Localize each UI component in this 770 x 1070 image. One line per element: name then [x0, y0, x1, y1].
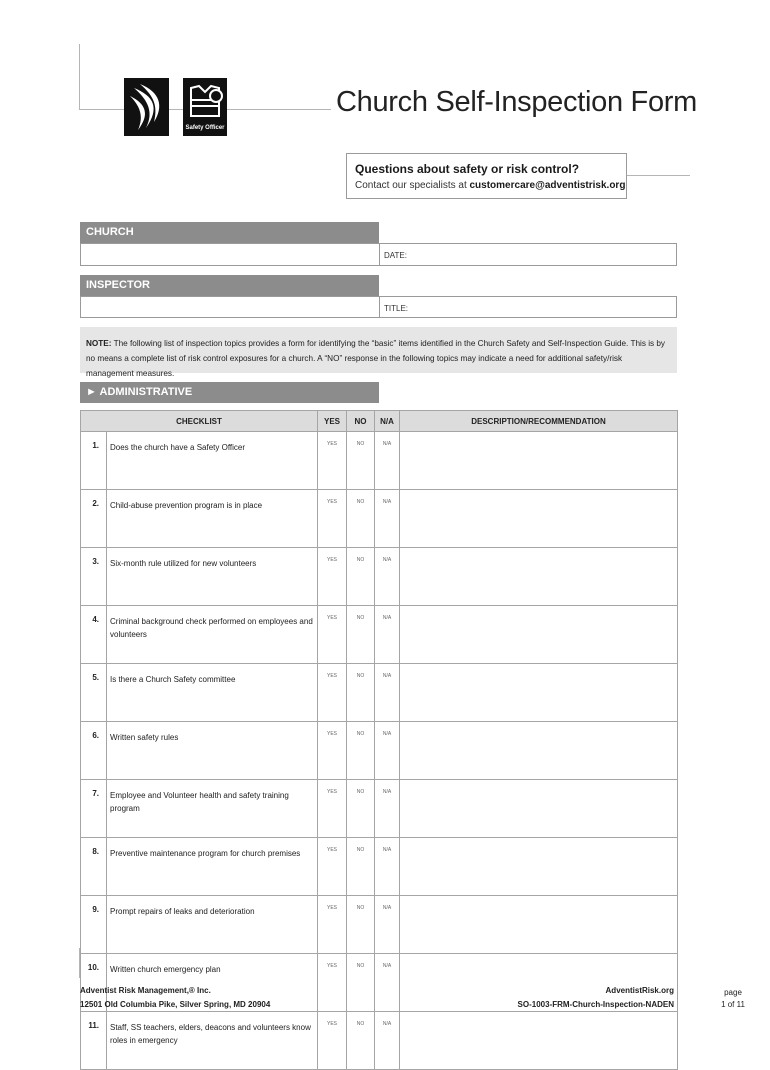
footer-company-block: [80, 984, 270, 1012]
footer-doc-code: SO-1003-FRM-Church-Inspection-NADEN: [517, 1000, 674, 1009]
checklist-column-header: CHECKLIST: [81, 411, 318, 432]
na-option[interactable]: N/A: [375, 1012, 400, 1070]
no-option[interactable]: NO: [347, 954, 375, 1012]
yes-option[interactable]: YES: [318, 896, 347, 954]
contact-email-link[interactable]: customercare@adventistrisk.org: [469, 180, 626, 191]
contact-box: [346, 153, 627, 199]
no-option[interactable]: NO: [347, 664, 375, 722]
contact-line: [355, 180, 625, 191]
item-text: Criminal background check performed on employees and volunteers: [107, 606, 318, 664]
table-row: [81, 896, 678, 954]
footer-address: 12501 Old Columbia Pike, Silver Spring, MD 20904: [80, 1000, 271, 1009]
description-field[interactable]: [400, 432, 678, 490]
item-number: 10.: [81, 954, 107, 1012]
description-field[interactable]: [400, 838, 678, 896]
item-text: Six-month rule utilized for new volunteers: [107, 548, 318, 606]
item-text: Written safety rules: [107, 722, 318, 780]
table-row: [81, 722, 678, 780]
no-column-header: NO: [347, 411, 375, 432]
header-vertical-rule: [79, 44, 80, 110]
description-field[interactable]: [400, 606, 678, 664]
item-number: 6.: [81, 722, 107, 780]
note-text: The following list of inspection topics provides a form for identifying the “basic” items identified in the Church Safety and Self-Inspection Guide. This is by no means a complete list of risk control exposures for a church. A “NO” response in the following topics may indicate a need for additional safety/risk management measures.: [86, 339, 666, 378]
item-text: Staff, SS teachers, elders, deacons and volunteers know roles in emergency: [107, 1012, 318, 1070]
description-field[interactable]: [400, 664, 678, 722]
flame-emblem-icon: [124, 78, 169, 136]
description-field[interactable]: [400, 896, 678, 954]
table-row: [81, 548, 678, 606]
contact-question: Questions about safety or risk control?: [355, 162, 580, 176]
item-number: 3.: [81, 548, 107, 606]
no-option[interactable]: NO: [347, 896, 375, 954]
item-number: 5.: [81, 664, 107, 722]
na-column-header: N/A: [375, 411, 400, 432]
item-number: 2.: [81, 490, 107, 548]
no-option[interactable]: NO: [347, 548, 375, 606]
na-option[interactable]: N/A: [375, 548, 400, 606]
item-number: 1.: [81, 432, 107, 490]
badge-caption: Safety Officer: [185, 125, 225, 131]
safety-vest-icon: [183, 78, 227, 124]
description-field[interactable]: [400, 490, 678, 548]
no-option[interactable]: NO: [347, 838, 375, 896]
page-title: Church Self-Inspection Form: [336, 86, 697, 118]
page-indicator: [715, 987, 751, 1011]
date-field[interactable]: [379, 243, 677, 266]
item-number: 11.: [81, 1012, 107, 1070]
na-option[interactable]: N/A: [375, 432, 400, 490]
yes-option[interactable]: YES: [318, 954, 347, 1012]
title-label: TITLE:: [384, 304, 409, 313]
footer-company: Adventist Risk Management,® Inc.: [80, 986, 211, 995]
item-text: Child-abuse prevention program is in place: [107, 490, 318, 548]
no-option[interactable]: NO: [347, 722, 375, 780]
item-text: Is there a Church Safety committee: [107, 664, 318, 722]
item-text: Does the church have a Safety Officer: [107, 432, 318, 490]
yes-option[interactable]: YES: [318, 780, 347, 838]
item-text: Preventive maintenance program for church premises: [107, 838, 318, 896]
description-field[interactable]: [400, 780, 678, 838]
na-option[interactable]: N/A: [375, 664, 400, 722]
note-lead: NOTE:: [86, 339, 112, 348]
footer-reference-block: [440, 984, 674, 1012]
page-number: 1 of 11: [721, 1000, 745, 1009]
page-label: page: [724, 988, 742, 997]
yes-option[interactable]: YES: [318, 838, 347, 896]
item-number: 9.: [81, 896, 107, 954]
footer-website-link[interactable]: AdventistRisk.org: [605, 986, 674, 995]
yes-option[interactable]: YES: [318, 490, 347, 548]
no-option[interactable]: NO: [347, 1012, 375, 1070]
table-row: [81, 780, 678, 838]
item-number: 4.: [81, 606, 107, 664]
table-row: [81, 606, 678, 664]
title-field[interactable]: [379, 296, 677, 318]
table-row: [81, 838, 678, 896]
no-option[interactable]: NO: [347, 432, 375, 490]
yes-option[interactable]: YES: [318, 664, 347, 722]
item-text: Employee and Volunteer health and safety training program: [107, 780, 318, 838]
item-text: Written church emergency plan: [107, 954, 318, 1012]
note-box: [80, 327, 677, 378]
yes-option[interactable]: YES: [318, 1012, 347, 1070]
na-option[interactable]: N/A: [375, 606, 400, 664]
yes-column-header: YES: [318, 411, 347, 432]
checklist-body: [81, 432, 678, 1070]
inspector-section-header: INSPECTOR: [80, 275, 379, 296]
yes-option[interactable]: YES: [318, 432, 347, 490]
no-option[interactable]: NO: [347, 780, 375, 838]
description-column-header: DESCRIPTION/RECOMMENDATION: [400, 411, 678, 432]
contact-prefix: Contact our specialists at: [355, 180, 470, 191]
na-option[interactable]: N/A: [375, 490, 400, 548]
contact-connector-rule: [625, 175, 690, 176]
table-header-row: [81, 411, 678, 432]
na-option[interactable]: N/A: [375, 896, 400, 954]
yes-option[interactable]: YES: [318, 606, 347, 664]
table-row: [81, 432, 678, 490]
description-field[interactable]: [400, 722, 678, 780]
no-option[interactable]: NO: [347, 606, 375, 664]
na-option[interactable]: N/A: [375, 954, 400, 1012]
item-number: 7.: [81, 780, 107, 838]
church-section-header: CHURCH: [80, 222, 379, 243]
description-field[interactable]: [400, 1012, 678, 1070]
administrative-section-header: ► ADMINISTRATIVE: [80, 382, 379, 403]
na-option[interactable]: N/A: [375, 838, 400, 896]
table-row: [81, 1012, 678, 1070]
administrative-checklist-table: [80, 410, 678, 1070]
yes-option[interactable]: YES: [318, 722, 347, 780]
na-option[interactable]: N/A: [375, 722, 400, 780]
date-label: DATE:: [384, 251, 407, 260]
yes-option[interactable]: YES: [318, 548, 347, 606]
no-option[interactable]: NO: [347, 490, 375, 548]
table-row: [81, 664, 678, 722]
adventist-logo: [124, 78, 169, 136]
description-field[interactable]: [400, 548, 678, 606]
na-option[interactable]: N/A: [375, 780, 400, 838]
table-row: [81, 490, 678, 548]
item-number: 8.: [81, 838, 107, 896]
item-text: Prompt repairs of leaks and deterioration: [107, 896, 318, 954]
